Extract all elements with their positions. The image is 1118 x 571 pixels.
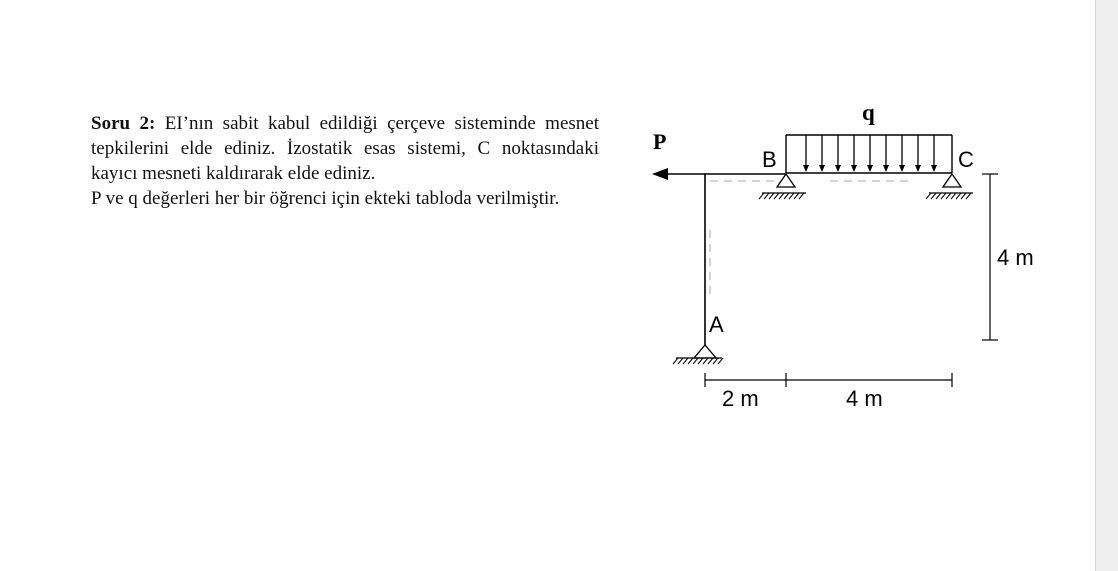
load-p-arrow-head [652, 168, 668, 180]
point-b-label: B [762, 147, 777, 172]
frame-diagram [640, 90, 1060, 420]
load-arrow-head [931, 165, 937, 172]
dimension-horizontal [705, 373, 952, 387]
support-c-roller [926, 174, 973, 199]
support-a-pin [673, 345, 723, 364]
load-q-label: q [862, 100, 875, 125]
scrollbar[interactable] [1095, 0, 1118, 571]
load-arrow-head [899, 165, 905, 172]
support-a-triangle [694, 345, 716, 358]
dimension-vertical [982, 174, 998, 340]
question-paragraph [91, 111, 599, 186]
dimension-left-label: 2 m [722, 386, 759, 411]
load-arrow-head [835, 165, 841, 172]
question-text [91, 111, 599, 211]
dimension-right-label: 4 m [846, 386, 883, 411]
load-arrow-head [915, 165, 921, 172]
support-a-hatch [673, 358, 723, 364]
support-b-pin [759, 174, 806, 199]
distributed-load-arrows [803, 135, 937, 172]
point-a-label: A [709, 312, 724, 337]
support-c-hatch [926, 193, 971, 199]
load-arrow-head [803, 165, 809, 172]
question-label: Soru 2: [91, 113, 156, 134]
support-b-triangle [777, 174, 795, 187]
point-c-label: C [958, 147, 974, 172]
distributed-load-q [786, 135, 952, 173]
load-arrow-head [867, 165, 873, 172]
support-b-hatch [759, 193, 804, 199]
question-intro: EI’nın sabit kabul edildiği çerçeve sisteminde mesnet tepkilerini elde ediniz. İzostatik esas sistemi, C noktasındaki kayıcı mesneti kaldırarak elde ediniz. [91, 113, 599, 184]
load-p-label: P [653, 129, 667, 154]
load-arrow-head [851, 165, 857, 172]
dimension-height-label: 4 m [997, 245, 1034, 270]
support-c-triangle [943, 174, 961, 187]
question-note: P ve q değerleri her bir öğrenci için ekteki tabloda verilmiştir. [91, 188, 560, 209]
load-arrow-head [819, 165, 825, 172]
load-arrow-head [883, 165, 889, 172]
